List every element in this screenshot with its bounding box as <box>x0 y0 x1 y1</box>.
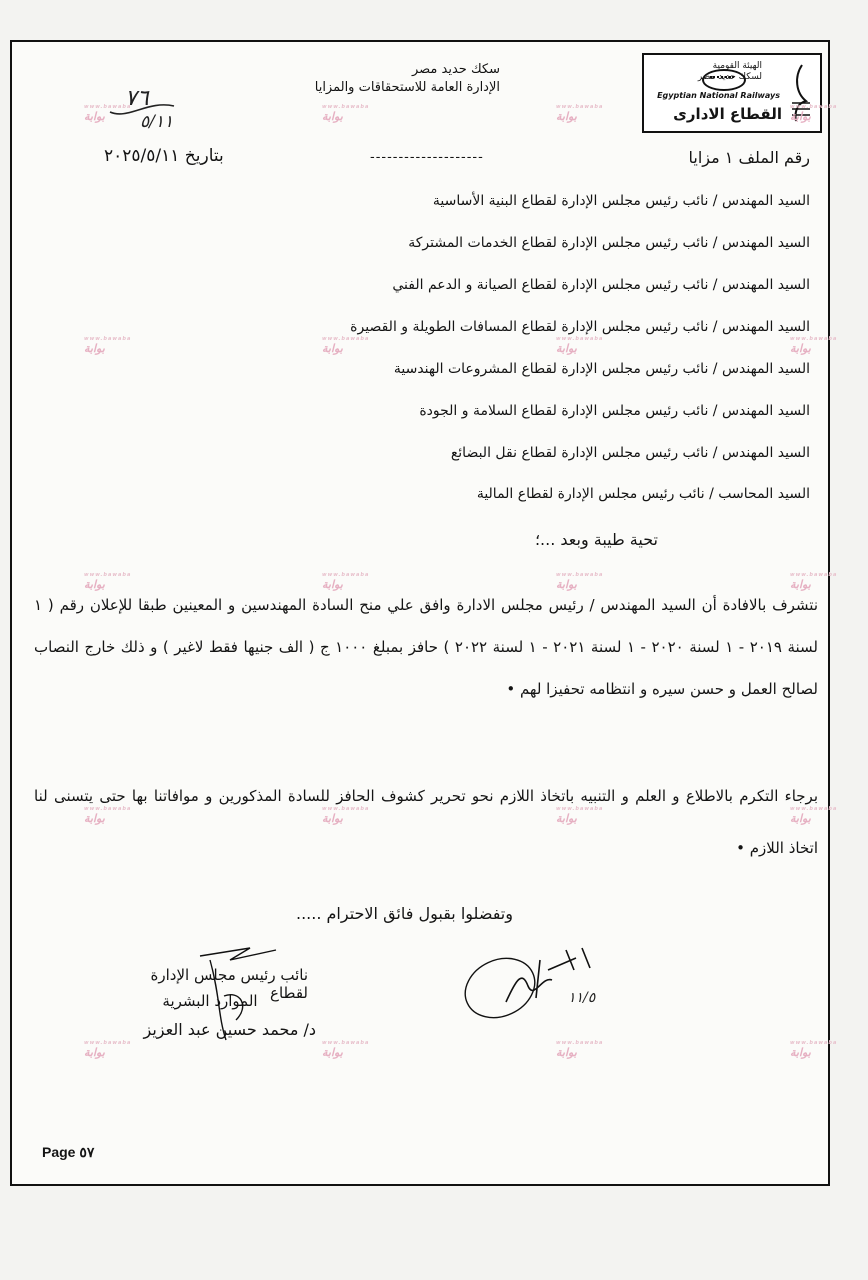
recipient-line: السيد المهندس / نائب رئيس مجلس الإدارة لقطاع البنية الأساسية <box>432 193 810 209</box>
recipient-line: السيد المهندس / نائب رئيس مجلس الإدارة لقطاع السلامة و الجودة <box>419 403 810 419</box>
file-number: رقم الملف ١ مزايا <box>688 148 810 167</box>
body-paragraph-2: برجاء التكرم بالاطلاع و العلم و التنبيه باتخاذ اللازم نحو تحرير كشوف الحافز للسادة المذكورين و موافاتنا بها حتى يتسنى لنا اتخاذ اللازم • <box>34 787 818 857</box>
closing: وتفضلوا بقبول فائق الاحترام ..... <box>296 904 513 923</box>
logo-arabic-name: الهيئة القومية لسكك حديد مصر <box>697 61 762 82</box>
watermark: www.bawaba بوابة <box>84 336 132 355</box>
logo-sector: القطاع الادارى <box>673 105 782 123</box>
recipient-line: السيد المهندس / نائب رئيس مجلس الإدارة لقطاع الخدمات المشتركة <box>408 235 810 251</box>
watermark: www.bawaba بوابة <box>790 572 838 591</box>
handwritten-approval-date: ١١/٥ <box>568 990 596 1006</box>
body-paragraph-1: نتشرف بالافادة أن السيد المهندس / رئيس مجلس الادارة وافق علي منح السادة المهندسين و المعينين طبقا للإعلان رقم ( ١ لسنة ٢٠١٩ - ١ لسنة ٢٠٢٠ - ١ لسنة ٢٠٢١ - ١ لسنة ٢٠٢٢ ) حافز بمبلغ ١٠٠٠ ج ( الف جنيها فقط لاغير ) و ذلك خارج النصاب لصالح العمل و حسن سيره و انتظامه تحفيزا لهم • <box>34 596 818 698</box>
watermark: www.bawaba بوابة <box>322 1040 370 1059</box>
watermark: www.bawaba بوابة <box>322 572 370 591</box>
watermark: www.bawaba بوابة <box>322 104 370 123</box>
watermark: www.bawaba بوابة <box>84 104 132 123</box>
signature-scribble <box>180 936 290 1046</box>
watermark: www.bawaba بوابة <box>556 336 604 355</box>
handwritten-ref-date: ٥/١١ <box>140 112 174 132</box>
recipient-line: السيد المهندس / نائب رئيس مجلس الإدارة لقطاع المشروعات الهندسية <box>393 361 810 377</box>
watermark: www.bawaba بوابة <box>84 1040 132 1059</box>
document-date: بتاريخ ٢٠٢٥/٥/١١ <box>104 146 224 166</box>
recipient-line: السيد المهندس / نائب رئيس مجلس الإدارة لقطاع المسافات الطويلة و القصيرة <box>350 319 810 335</box>
file-dashes: -------------------- <box>370 150 484 165</box>
watermark: www.bawaba بوابة <box>790 104 838 123</box>
logo-english-name: Egyptian National Railways <box>657 91 780 100</box>
recipient-line: السيد المهندس / نائب رئيس مجلس الإدارة لقطاع الصيانة و الدعم الفني <box>392 277 810 293</box>
org-department: الإدارة العامة للاستحقاقات والمزايا <box>314 80 500 95</box>
watermark: www.bawaba بوابة <box>322 336 370 355</box>
watermark: www.bawaba بوابة <box>84 572 132 591</box>
watermark: www.bawaba بوابة <box>790 1040 838 1059</box>
recipient-line: السيد المحاسب / نائب رئيس مجلس الإدارة لقطاع المالية <box>476 486 810 502</box>
signatory-department: الموارد البشرية <box>162 992 258 1010</box>
handwritten-ref-number: ٧٦ <box>125 86 149 111</box>
org-name: سكك حديد مصر <box>411 62 500 77</box>
recipient-line: السيد المهندس / نائب رئيس مجلس الإدارة لقطاع نقل البضائع <box>450 445 810 461</box>
watermark: www.bawaba بوابة <box>556 1040 604 1059</box>
watermark: www.bawaba بوابة <box>556 572 604 591</box>
signatory-title: نائب رئيس مجلس الإدارة لقطاع <box>150 966 308 1002</box>
greeting: تحية طيبة وبعد ...؛ <box>534 530 658 549</box>
watermark: www.bawaba بوابة <box>556 104 604 123</box>
watermark: www.bawaba بوابة <box>790 806 838 825</box>
watermark: www.bawaba بوابة <box>84 806 132 825</box>
signatory-name: د/ محمد حسين عبد العزيز <box>143 1020 316 1039</box>
watermark: www.bawaba بوابة <box>322 806 370 825</box>
watermark: www.bawaba بوابة <box>790 336 838 355</box>
watermark: www.bawaba بوابة <box>556 806 604 825</box>
approval-signature <box>456 940 606 1030</box>
page-number: Page ٥٧ <box>42 1144 95 1160</box>
